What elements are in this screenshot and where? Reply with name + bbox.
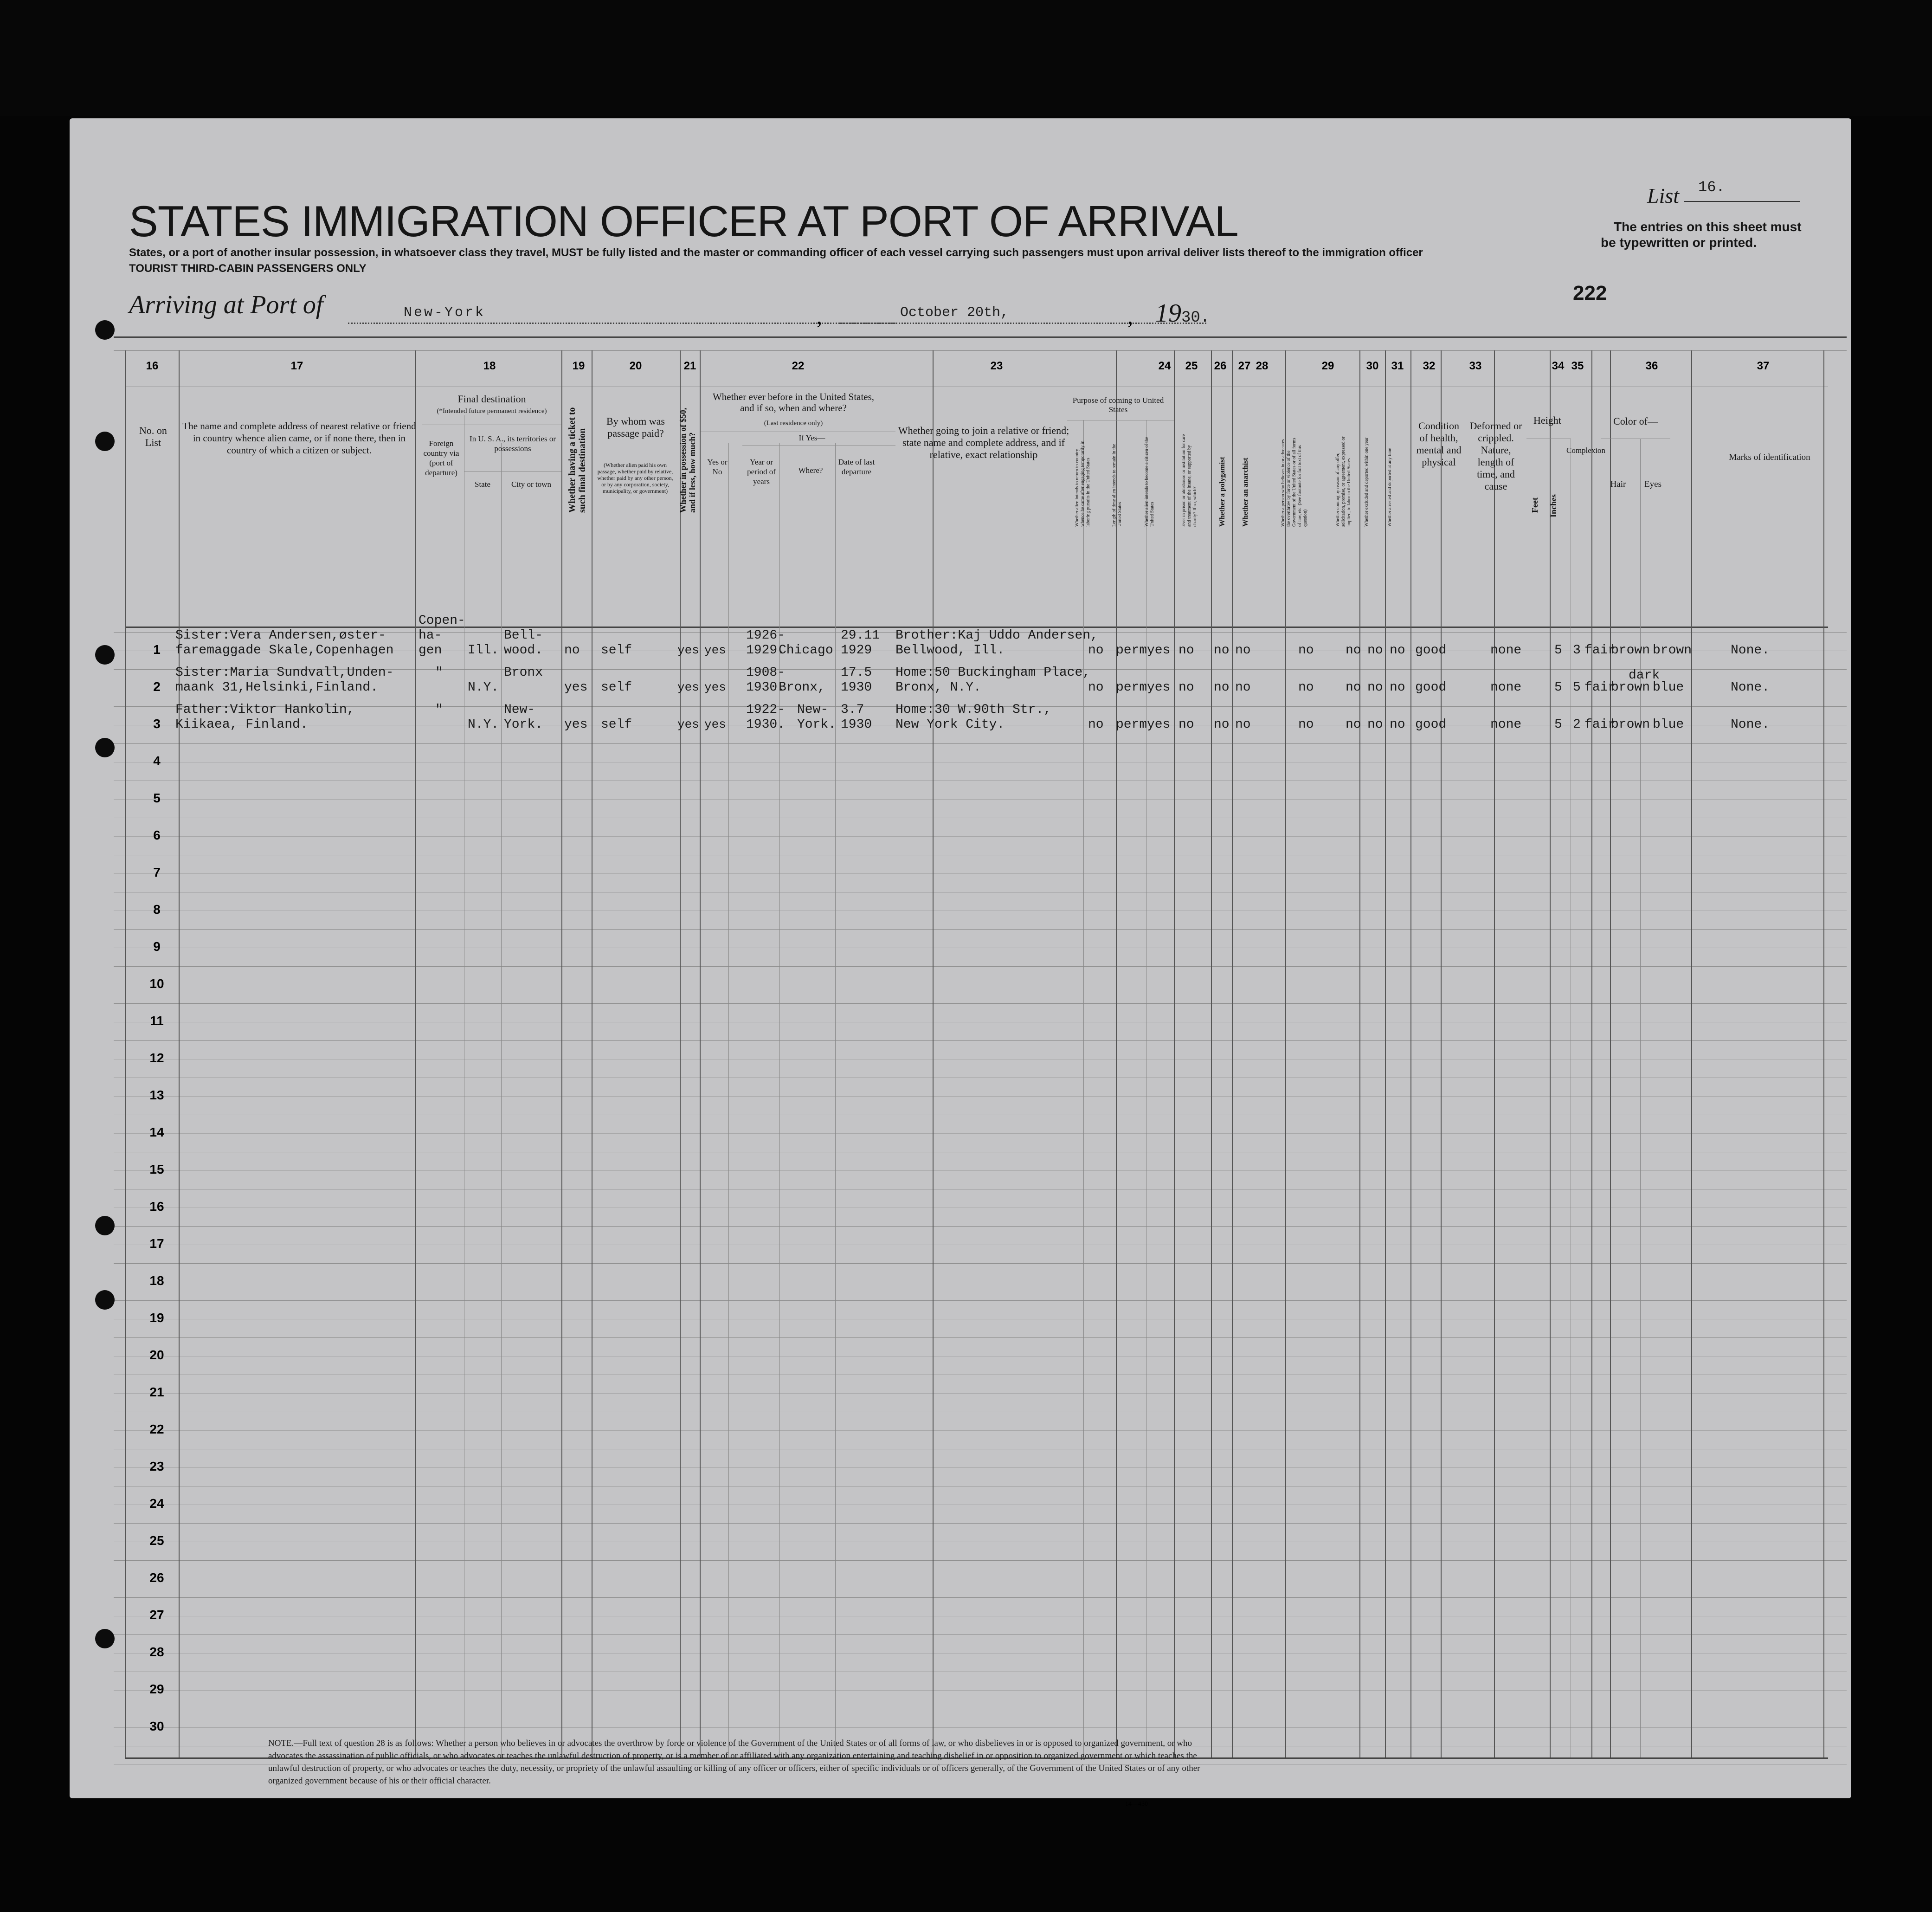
relative-address: Father:Viktor Hankolin, (175, 703, 355, 717)
column-number: 21 (683, 360, 696, 372)
length-of-stay: perm (1116, 643, 1147, 658)
grid-rule (114, 1337, 1847, 1338)
row-number: 17 (149, 1236, 164, 1251)
header-eyes: Eyes (1644, 479, 1662, 489)
column-rule (561, 350, 562, 1757)
header-before-in-us: Whether ever before in the United States, and if so, when and where? (712, 391, 875, 413)
labor-offer-answer: no (1346, 643, 1361, 658)
row-number: 10 (149, 976, 164, 991)
column-number: 30 (1366, 360, 1379, 372)
last-departure-date: 1930 (841, 717, 872, 732)
column-rule (1550, 350, 1551, 1757)
header-money: Whether in possession of $50, and if less, how much? (678, 407, 697, 513)
column-rule (1174, 350, 1175, 1757)
header-city: City or town (511, 480, 551, 489)
column-number: 16 (146, 360, 159, 372)
header-foreign-country: Foreign country via (port of departure) (423, 439, 459, 477)
column-rule (125, 350, 126, 1757)
typewritten-instruction-2: be typewritten or printed. (1601, 235, 1757, 250)
column-rule (1691, 350, 1692, 1757)
header-feet: Feet (1530, 497, 1539, 513)
column-rule (1116, 350, 1117, 1757)
period-of-years: 1930. (746, 717, 786, 732)
last-departure-date: 1930 (841, 680, 872, 695)
header-yes-no: Yes or No (707, 458, 728, 476)
header-deformed: Deformed or crippled. Nature, length of time, and cause (1469, 420, 1522, 492)
hair-color: brown (1611, 680, 1650, 695)
grid-rule (114, 1003, 1847, 1004)
column-rule (1385, 350, 1386, 1757)
grid-rule (114, 1727, 1847, 1728)
grid-rule (114, 1430, 1847, 1431)
destination-city: wood. (504, 643, 543, 658)
grid-rule (114, 743, 1847, 744)
complexion: fair (1584, 717, 1616, 732)
period-of-years: 1908- (746, 665, 786, 680)
relative-address: Kiikaea, Finland. (175, 717, 308, 732)
column-number: 34 (1552, 360, 1565, 372)
hair-color: brown (1611, 717, 1650, 732)
passage-paid-by: self (601, 680, 632, 695)
row-number: 26 (149, 1570, 164, 1585)
port-dotted-rule (348, 323, 895, 324)
year-prefix: 19 (1155, 299, 1181, 328)
column-rule (728, 443, 729, 1757)
column-rule (1494, 350, 1495, 1757)
joining-relative: Home:50 Buckingham Place, (895, 665, 1091, 680)
row-number: 6 (153, 828, 161, 842)
column-rule (1441, 350, 1442, 1757)
row-number: 16 (149, 1199, 164, 1214)
column-rule (1285, 350, 1286, 1757)
header-purpose: Purpose of coming to United States (1072, 396, 1164, 414)
grid-rule (114, 929, 1847, 930)
grid-rule (114, 1634, 1847, 1635)
labor-offer-answer: no (1346, 680, 1361, 695)
header-question-28: Whether a person who believes in or advocates the overthrow by force or violence of the Government of the United States or of all forms of law, etc. (See footnote for full text of this question) (1281, 438, 1308, 527)
grid-rule (114, 1523, 1847, 1524)
health-condition: good (1415, 717, 1447, 732)
comma-mark: , (1127, 304, 1133, 329)
column-rule (1610, 350, 1611, 1757)
column-rule (1591, 350, 1592, 1757)
arrival-date: October 20th, (900, 305, 1009, 321)
binder-hole (95, 645, 115, 665)
header-excluded-deported: Whether excluded and deported within one year (1364, 437, 1369, 527)
destination-state: N.Y. (468, 717, 499, 732)
column-rule (1823, 350, 1824, 1757)
list-number-rule (1684, 201, 1800, 202)
deformed-answer: none (1490, 717, 1522, 732)
last-departure-date: 29.11 (841, 628, 880, 643)
binder-hole (95, 320, 115, 340)
anarchist-answer: no (1235, 680, 1251, 695)
header-inches: Inches (1549, 494, 1558, 517)
last-departure-date: 3.7 (841, 703, 864, 717)
destination-city: New- (504, 703, 535, 717)
destination-city: York. (504, 717, 543, 732)
height-feet: 5 (1554, 643, 1562, 658)
row-number: 3 (153, 717, 161, 731)
intends-citizen-answer: yes (1147, 643, 1171, 658)
grid-rule (114, 836, 1847, 837)
row-number: 30 (149, 1719, 164, 1733)
column-rule (1211, 350, 1212, 1757)
destination-city: Bell- (504, 628, 543, 643)
header-class-line: TOURIST THIRD-CABIN PASSENGERS ONLY (129, 262, 367, 275)
foreign-port: " (435, 703, 443, 717)
grid-rule (114, 966, 1847, 967)
money-answer: yes (677, 643, 699, 657)
column-rule (1410, 350, 1411, 1757)
foreign-port: gen (419, 643, 442, 658)
anarchist-answer: no (1235, 643, 1251, 658)
foreign-port: Copen- (419, 614, 465, 628)
row-number: 1 (153, 642, 161, 657)
header-instruction-line: States, or a port of another insular possession, in whatsoever class they travel, MUST be fully listed and the master or commanding officer of each vessel carrying such passengers must upon arrival deliver lists thereof to the immigration officer (129, 246, 1423, 259)
grid-rule (114, 1096, 1847, 1097)
destination-state: Ill. (468, 643, 499, 658)
row-number: 2 (153, 679, 161, 694)
row-number: 8 (153, 902, 161, 917)
row-number: 28 (149, 1645, 164, 1659)
grid-rule (125, 627, 1828, 628)
row-number: 19 (149, 1311, 164, 1325)
grid-rule (114, 1300, 1847, 1301)
joining-relative: Bronx, N.Y. (895, 680, 981, 695)
header-passage-paid: By whom was passage paid? (606, 415, 665, 439)
header-complexion: Complexion (1566, 446, 1606, 455)
grid-rule (114, 1690, 1847, 1691)
header-identification-marks: Marks of identification (1729, 452, 1810, 462)
grid-rule (114, 1170, 1847, 1171)
deformed-answer: none (1490, 643, 1522, 658)
grid-rule (114, 1226, 1847, 1227)
identification-marks: None. (1731, 717, 1770, 732)
header-hair: Hair (1610, 479, 1626, 489)
row-number: 7 (153, 865, 161, 879)
grid-rule (114, 1560, 1847, 1561)
header-if-yes: If Yes— (799, 433, 825, 442)
manifest-sheet (70, 118, 1851, 1808)
health-condition: good (1415, 643, 1447, 658)
row-number: 21 (149, 1385, 164, 1399)
excluded-answer: no (1367, 643, 1383, 658)
binder-hole (95, 738, 115, 757)
excluded-answer: no (1367, 680, 1383, 695)
health-condition: good (1415, 680, 1447, 695)
hair-color: dark (1629, 668, 1660, 683)
period-of-years: 1922- (746, 703, 786, 717)
grid-rule (464, 471, 561, 472)
scanner-background-edge (0, 0, 1932, 116)
header-prison-almshouse: Ever in prison or almshouse or institution for care and treatment of the insane, or supported by charity? If so, which? (1181, 434, 1198, 527)
period-of-years: 1926- (746, 628, 786, 643)
prison-answer: no (1179, 643, 1194, 658)
row-number: 20 (149, 1348, 164, 1362)
intends-return-answer: no (1088, 680, 1104, 695)
hair-color: brown (1611, 643, 1650, 658)
column-rule (415, 350, 416, 1757)
header-labor-offer: Whether coming by reason of any offer, solicitation, promise, or agreement, expressed or implied, to labor in the United States (1335, 436, 1352, 527)
grid-rule (114, 1597, 1847, 1598)
year-suffix: 30. (1181, 309, 1210, 327)
joining-relative: Brother:Kaj Uddo Andersen, (895, 628, 1098, 643)
intends-citizen-answer: yes (1147, 717, 1171, 732)
question-28-answer: no (1298, 717, 1314, 732)
column-number: 20 (629, 360, 642, 372)
joining-relative: New York City. (895, 717, 1005, 732)
row-number: 12 (149, 1051, 164, 1065)
complexion: fair (1584, 680, 1616, 695)
identification-marks: None. (1731, 643, 1770, 658)
ticket-answer: yes (564, 717, 588, 732)
column-rule (1640, 439, 1641, 1757)
intends-return-answer: no (1088, 717, 1104, 732)
before-answer: yes (704, 717, 726, 731)
header-ticket: Whether having a ticket to such final destination (567, 407, 587, 513)
row-number: 25 (149, 1533, 164, 1548)
header-where: Where? (798, 466, 823, 475)
joining-relative: Home:30 W.90th Str., (895, 703, 1052, 717)
last-departure-date: 1929 (841, 643, 872, 658)
column-rule (700, 350, 701, 1757)
arrival-port: New-York (404, 305, 486, 321)
row-number: 11 (150, 1014, 164, 1028)
complexion: fair (1584, 643, 1616, 658)
column-number: 37 (1757, 360, 1770, 372)
intends-return-answer: no (1088, 643, 1104, 658)
period-of-years: 1929. (746, 643, 786, 658)
header-last-departure: Date of last departure (838, 458, 875, 476)
header-arrested-deported: Whether arrested and deported at any time (1387, 448, 1392, 527)
identification-marks: None. (1731, 680, 1770, 695)
grid-rule (114, 1133, 1847, 1134)
list-label: List (1647, 184, 1680, 207)
arrested-answer: no (1390, 717, 1405, 732)
relative-address: Sister:Vera Andersen,øster- (175, 628, 386, 643)
header-height: Height (1533, 414, 1561, 426)
row-number: 15 (149, 1162, 164, 1176)
question-28-answer: no (1298, 680, 1314, 695)
grid-rule (114, 1653, 1847, 1654)
column-number: 22 (792, 360, 805, 372)
header-in-usa: In U. S. A., its territories or possessions (469, 434, 556, 453)
row-number: 23 (149, 1459, 164, 1473)
row-number: 14 (149, 1125, 164, 1139)
height-inches: 5 (1573, 680, 1581, 695)
grid-rule (114, 873, 1847, 874)
header-state: State (475, 480, 490, 489)
typewritten-instruction-1: The entries on this sheet must (1614, 220, 1802, 234)
column-number: 28 (1256, 360, 1269, 372)
length-of-stay: perm (1116, 717, 1147, 732)
grid-rule (114, 1040, 1847, 1041)
column-number: 29 (1321, 360, 1334, 372)
column-number: 18 (483, 360, 496, 372)
row-number: 13 (149, 1088, 164, 1102)
header-color-of: Color of— (1613, 415, 1658, 427)
header-join-relative: Whether going to join a relative or friend; state name and complete address, and if relative, exact relationship (898, 425, 1069, 460)
row-number: 9 (153, 939, 161, 954)
row-number: 27 (149, 1608, 164, 1622)
footnote-question-28: NOTE.—Full text of question 28 is as follows: Whether a person who believes in or advocates the overthrow by force or violence of the Government of the United States or of all forms of law, or who disbelieves in or is opposed to organized government, or who advocates the assassination of public officials, or who advocates or teaches the unlawful destruction of property, or is a member of or affiliated with any organization entertaining and teaching disbelief in or opposition to organized government or which teaches the unlawful destruction of property, or who advocates or teaches the duty, necessity, or propriety of the unlawful assaulting or killing of any officer or officers, either of specific individuals or of officers generally, of the Government of the United States or of any other organized government because of his or their official character. (268, 1738, 1200, 1786)
foreign-port: ha- (419, 628, 442, 643)
relative-address: maank 31,Helsinki,Finland. (175, 680, 378, 695)
date-dotted-rule (840, 323, 1206, 324)
previous-residence: York. (797, 717, 837, 732)
arrival-year (1155, 298, 1210, 328)
binder-hole (95, 1629, 115, 1648)
grid-rule (114, 350, 1847, 351)
row-number: 4 (153, 754, 161, 768)
previous-residence: Chicago (779, 643, 833, 658)
header-intends-citizen: Whether alien intends to become a citizen of the United States (1144, 437, 1155, 527)
header-anarchist: Whether an anarchist (1242, 458, 1249, 527)
column-rule (501, 443, 502, 1757)
polygamist-answer: no (1214, 717, 1230, 732)
arrested-answer: no (1390, 643, 1405, 658)
grid-rule (114, 336, 1847, 338)
eye-color: blue (1653, 680, 1684, 695)
destination-city: Bronx (504, 665, 543, 680)
polygamist-answer: no (1214, 680, 1230, 695)
column-number: 33 (1469, 360, 1482, 372)
column-rule (680, 350, 681, 1757)
page-number: 222 (1573, 282, 1607, 304)
excluded-answer: no (1367, 717, 1383, 732)
ticket-answer: yes (564, 680, 588, 695)
column-number: 35 (1571, 360, 1584, 372)
before-answer: yes (704, 680, 726, 694)
period-of-years: 1930. (746, 680, 786, 695)
binder-hole (95, 1216, 115, 1235)
eye-color: blue (1653, 717, 1684, 732)
header-polygamist: Whether a polygamist (1218, 457, 1226, 527)
previous-residence: Bronx, (779, 680, 825, 695)
column-number: 36 (1645, 360, 1658, 372)
relative-address: faremaggade Skale,Copenhagen (175, 643, 394, 658)
binder-hole (95, 432, 115, 451)
row-number: 24 (149, 1496, 164, 1511)
column-number: 19 (572, 360, 585, 372)
labor-offer-answer: no (1346, 717, 1361, 732)
binder-hole (95, 1290, 115, 1310)
passage-paid-by: self (601, 717, 632, 732)
height-feet: 5 (1554, 680, 1562, 695)
joining-relative: Bellwood, Ill. (895, 643, 1005, 658)
column-number: 31 (1391, 360, 1404, 372)
header-before-sub: (Last residence only) (764, 420, 823, 427)
header-relative-address: The name and complete address of nearest relative or friend in country whence alien came, or if none there, then in country of which a citizen or subject. (182, 420, 416, 456)
foreign-port: " (435, 665, 443, 680)
column-rule (933, 350, 934, 1757)
header-health: Condition of health, mental and physical (1416, 420, 1462, 468)
polygamist-answer: no (1214, 643, 1230, 658)
header-intends-return: Whether alien intends to return to country whence he came after engaging temporarily in laboring pursuits in the United States (1075, 440, 1091, 527)
header-final-destination-sub: (*Intended future permanent residence) (437, 407, 547, 415)
grid-rule (114, 1393, 1847, 1394)
header-length-of-stay: Length of time alien intends to remain in the United States (1112, 444, 1122, 527)
passage-paid-by: self (601, 643, 632, 658)
eye-color: brown (1653, 643, 1692, 658)
destination-state: N.Y. (468, 680, 499, 695)
prison-answer: no (1179, 717, 1194, 732)
row-number: 29 (149, 1682, 164, 1696)
prison-answer: no (1179, 680, 1194, 695)
grid-rule (114, 1467, 1847, 1468)
row-number: 18 (149, 1273, 164, 1288)
column-rule (1232, 350, 1233, 1757)
money-answer: yes (677, 717, 699, 731)
column-rule (1083, 420, 1084, 1757)
previous-residence: New- (797, 703, 829, 717)
column-number: 17 (290, 360, 303, 372)
header-passage-paid-sub: (Whether alien paid his own passage, whether paid by relative, whether paid by any other person, or by any corporation, society, municipality, or government) (597, 462, 673, 494)
column-rule (1359, 350, 1360, 1757)
column-number: 24 (1158, 360, 1171, 372)
arrested-answer: no (1390, 680, 1405, 695)
relative-address: Sister:Maria Sundvall,Unden- (175, 665, 394, 680)
grid-rule (114, 1263, 1847, 1264)
grid-rule (114, 799, 1847, 800)
comma-mark: , (817, 304, 822, 329)
list-number: 16. (1698, 179, 1725, 196)
height-feet: 5 (1554, 717, 1562, 732)
page-title: STATES IMMIGRATION OFFICER AT PORT OF ARRIVAL (129, 197, 1238, 245)
ticket-answer: no (564, 643, 580, 658)
before-answer: yes (704, 643, 726, 657)
row-number: 22 (149, 1422, 164, 1436)
header-no-on-list: No. on List (139, 425, 167, 448)
column-number: 27 (1238, 360, 1251, 372)
column-number: 23 (990, 360, 1003, 372)
last-departure-date: 17.5 (841, 665, 872, 680)
height-inches: 2 (1573, 717, 1581, 732)
column-number: 25 (1185, 360, 1198, 372)
row-number: 5 (153, 791, 161, 805)
header-period: Year or period of years (747, 458, 776, 486)
column-number: 32 (1423, 360, 1436, 372)
column-number: 26 (1214, 360, 1227, 372)
length-of-stay: perm (1116, 680, 1147, 695)
intends-citizen-answer: yes (1147, 680, 1171, 695)
column-rule (835, 443, 836, 1757)
header-final-destination: Final destination (457, 393, 526, 405)
arriving-port-label: Arriving at Port of (129, 291, 323, 319)
height-inches: 3 (1573, 643, 1581, 658)
deformed-answer: none (1490, 680, 1522, 695)
question-28-answer: no (1298, 643, 1314, 658)
anarchist-answer: no (1235, 717, 1251, 732)
money-answer: yes (677, 680, 699, 694)
form-number: 14—430 (1125, 1801, 1148, 1808)
